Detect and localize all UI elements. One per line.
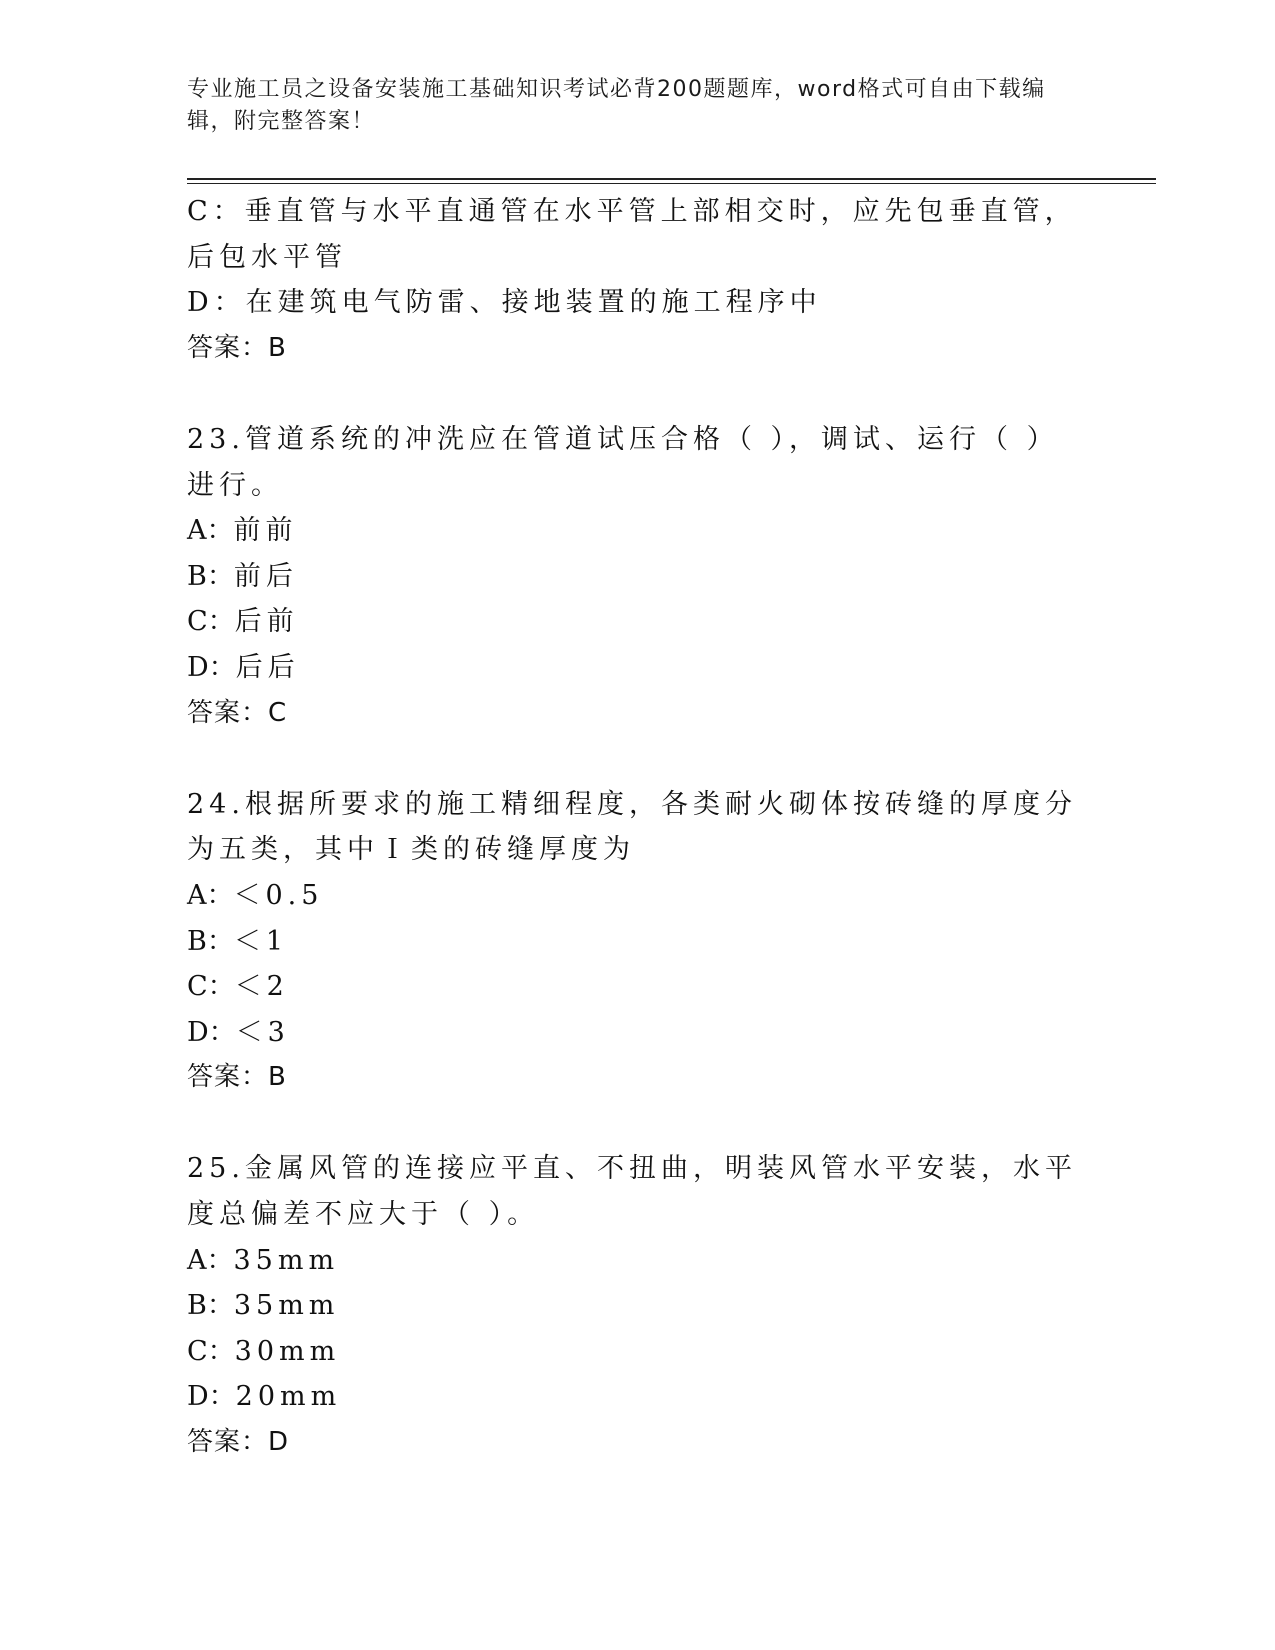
option-a bbox=[187, 873, 1077, 919]
question-stem bbox=[187, 782, 1077, 873]
option-d bbox=[187, 1374, 1077, 1420]
option-d bbox=[187, 1010, 1077, 1056]
option-text: ＜2 bbox=[234, 971, 289, 1003]
spacer bbox=[187, 371, 1077, 417]
option-letter: C： bbox=[187, 1335, 235, 1367]
spacer bbox=[187, 736, 1077, 782]
option-b bbox=[187, 554, 1077, 600]
option-c bbox=[187, 1329, 1077, 1375]
question-text: 金属风管的连接应平直、不扭曲，明装风管水平安装，水平度总偏差不应大于（ ）。 bbox=[187, 1153, 1077, 1231]
question-number: 23. bbox=[187, 423, 245, 455]
question-number: 24. bbox=[187, 788, 245, 820]
option-text: 35mm bbox=[233, 1290, 340, 1322]
option-letter: B： bbox=[187, 560, 234, 592]
option-text: 30mm bbox=[234, 1335, 341, 1367]
option-text: 前前 bbox=[233, 515, 298, 547]
document-header: 专业施工员之设备安装施工基础知识考试必背200题题库，word格式可自由下载编辑，附完整答案！ bbox=[187, 77, 1046, 134]
option-d bbox=[187, 645, 1077, 691]
option-text: 后前 bbox=[234, 606, 299, 638]
option-c bbox=[187, 599, 1077, 645]
option-b bbox=[187, 919, 1077, 965]
answer-line: 答案：B bbox=[187, 1062, 287, 1093]
option-letter: A： bbox=[187, 1244, 234, 1276]
header-divider-thin bbox=[187, 183, 1156, 184]
question-24 bbox=[187, 782, 1077, 1101]
question-stem bbox=[187, 417, 1077, 508]
question-text: 管道系统的冲洗应在管道试压合格（ ），调试、运行（ ）进行。 bbox=[187, 423, 1059, 501]
option-a bbox=[187, 1238, 1077, 1284]
option-b bbox=[187, 1283, 1077, 1329]
spacer bbox=[187, 1101, 1077, 1147]
question-number: 25. bbox=[187, 1153, 245, 1185]
option-letter: D： bbox=[187, 651, 236, 683]
option-text: ＜1 bbox=[233, 925, 289, 957]
header-divider-thick bbox=[187, 178, 1156, 180]
option-text: ＜0.5 bbox=[233, 879, 324, 911]
option-letter: A： bbox=[187, 879, 234, 911]
question-list bbox=[187, 189, 1077, 1466]
option-letter: A： bbox=[187, 515, 234, 547]
option-c: C：垂直管与水平直通管在水平管上部相交时，应先包垂直管，后包水平管 bbox=[187, 196, 1077, 273]
option-text: 后后 bbox=[235, 651, 300, 683]
question-stem bbox=[187, 1146, 1077, 1237]
option-letter: C： bbox=[187, 971, 235, 1003]
option-letter: D： bbox=[187, 1381, 236, 1413]
option-letter: B： bbox=[187, 1290, 234, 1322]
option-letter: B： bbox=[187, 925, 234, 957]
question-text: 根据所要求的施工精细程度，各类耐火砌体按砖缝的厚度分为五类，其中Ｉ类的砖缝厚度为 bbox=[187, 788, 1077, 866]
option-a bbox=[187, 508, 1077, 554]
answer-line: 答案：D bbox=[187, 1427, 290, 1458]
option-c bbox=[187, 964, 1077, 1010]
question-25 bbox=[187, 1146, 1077, 1465]
option-text: 前后 bbox=[233, 560, 298, 592]
option-d: D：在建筑电气防雷、接地装置的施工程序中 bbox=[187, 287, 822, 319]
answer-line: 答案：B bbox=[187, 332, 287, 363]
question-23 bbox=[187, 417, 1077, 736]
option-text: 35mm bbox=[233, 1244, 340, 1276]
option-letter: C： bbox=[187, 606, 235, 638]
option-text: 20mm bbox=[235, 1381, 342, 1413]
option-text: ＜3 bbox=[235, 1016, 290, 1048]
answer-line: 答案：C bbox=[187, 697, 288, 728]
previous-question-fragment bbox=[187, 189, 1077, 371]
option-letter: D： bbox=[187, 1016, 236, 1048]
